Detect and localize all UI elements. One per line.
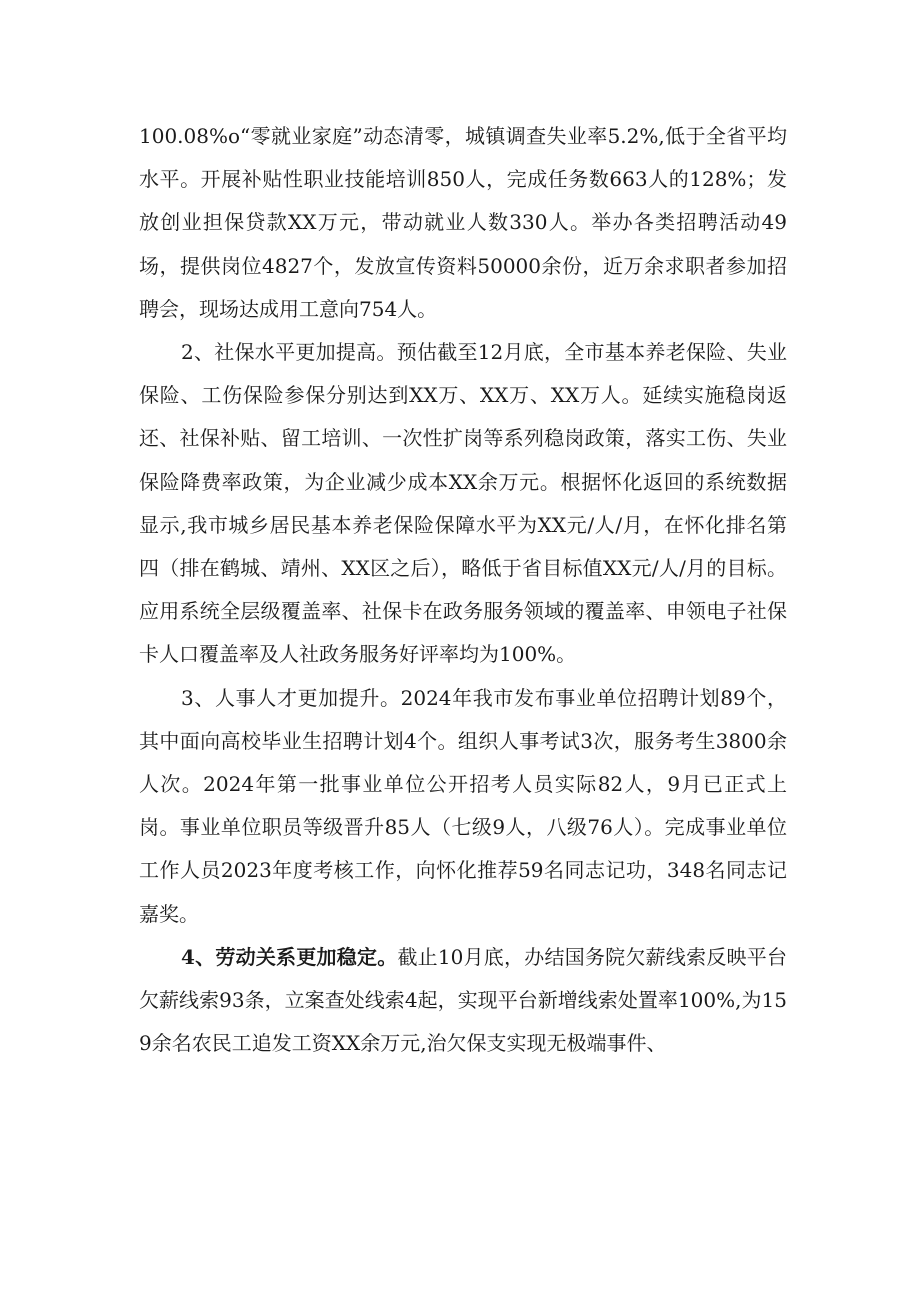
paragraph-labor-relations: [139, 936, 787, 1066]
labor-relations-text: 截止10月底，办结国务院欠薪线索反映平台欠薪线索93条，立案查处线索4起，实现平台新增线索处置率100%,为159余名农民工追发工资XX余万元,治欠保支实现无极端事件、: [139, 944, 787, 1056]
paragraph-personnel-talent: 3、人事人才更加提升。2024年我市发布事业单位招聘计划89个，其中面向高校毕业生招聘计划4个。组织人事考试3次，服务考生3800余人次。2024年第一批事业单位公开招考人员实际82人，9月已正式上岗。事业单位职员等级晋升85人（七级9人，八级76人）。完成事业单位工作人员2023年度考核工作，向怀化推荐59名同志记功，348名同志记嘉奖。: [139, 685, 787, 926]
labor-relations-heading: 4、劳动关系更加稳定。: [181, 944, 398, 969]
paragraph-social-security: 2、社保水平更加提高。预估截至12月底，全市基本养老保险、失业保险、工伤保险参保分别达到XX万、XX万、XX万人。延续实施稳岗返还、社保补贴、留工培训、一次性扩岗等系列稳岗政策，落实工伤、失业保险降费率政策，为企业减少成本XX余万元。根据怀化返回的系统数据显示,我市城乡居民基本养老保险保障水平为XX元/人/月，在怀化排名第四（排在鹤城、靖州、XX区之后），略低于省目标值XX元/人/月的目标。应用系统全层级覆盖率、社保卡在政务服务领域的覆盖率、申领电子社保卡人口覆盖率及人社政务服务好评率均为100%。: [139, 340, 787, 667]
document-body: [139, 115, 787, 1065]
paragraph-employment-continued: 100.08%o“零就业家庭”动态清零，城镇调查失业率5.2%,低于全省平均水平。开展补贴性职业技能培训850人，完成任务数663人的128%；发放创业担保贷款XX万元，带动就业人数330人。举办各类招聘活动49场，提供岗位4827个，发放宣传资料50000余份，近万余求职者参加招聘会，现场达成用工意向754人。: [139, 124, 787, 321]
